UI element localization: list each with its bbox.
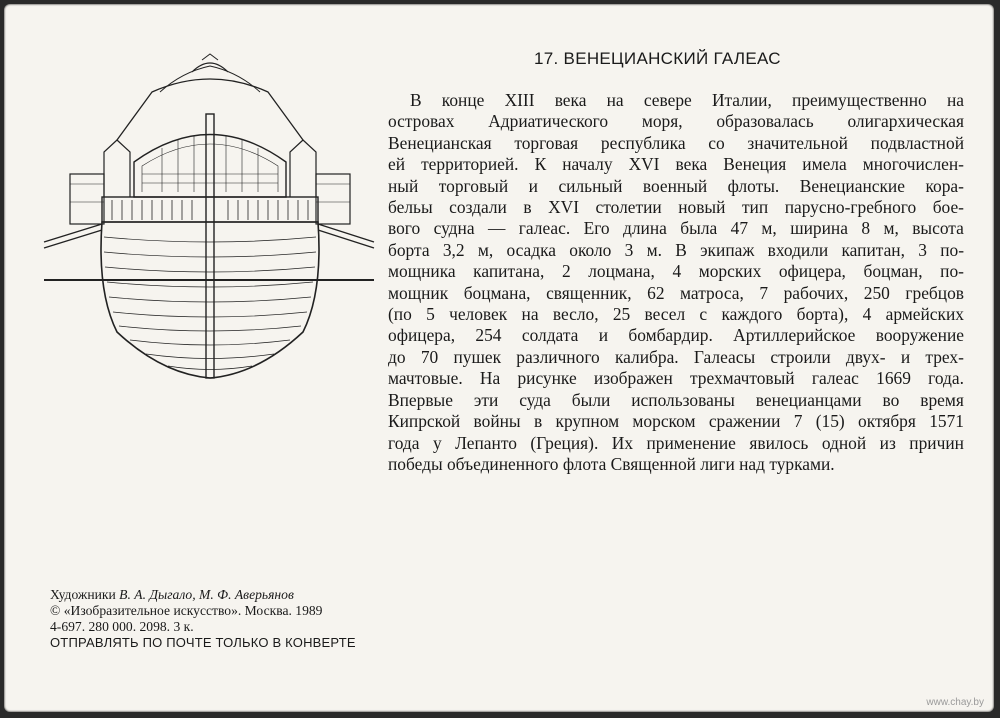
text-line: мощника капитана, 2 лоцмана, 4 морских офицера, боцман, по- [388, 261, 964, 282]
text-line: (по 5 человек на весло, 25 весел с каждого борта), 4 армейских [388, 304, 964, 325]
artists-credit [50, 587, 356, 603]
text-line: островах Адриатического моря, образовалась олигархическая [388, 111, 964, 132]
postcard-back [4, 4, 994, 712]
text-line: победы объединенного флота Священной лиги над турками. [388, 453, 835, 474]
text-line: мачтовые. На рисунке изображен трехмачтовый галеас 1669 года. [388, 368, 964, 389]
description-text [388, 90, 964, 475]
text-line: Венецианская торговая республика со значительной подвластной [388, 132, 964, 153]
text-line: бельы создали в XVI столетии новый тип парусно-гребного бое- [388, 197, 964, 218]
mail-notice: ОТПРАВЛЯТЬ ПО ПОЧТЕ ТОЛЬКО В КОНВЕРТЕ [50, 635, 356, 650]
text-line: Кипрской войны в крупном морском сражении 7 (15) октября 1571 [388, 411, 964, 432]
galleass-stern-drawing [42, 52, 376, 382]
watermark: www.chay.by [926, 697, 984, 708]
text-line: В конце XIII века на севере Италии, преимущественно на [410, 90, 964, 110]
card-title: 17. ВЕНЕЦИАНСКИЙ ГАЛЕАС [534, 49, 781, 68]
text-line: офицера, 254 солдата и бомбардир. Артиллерийское вооружение [388, 325, 964, 346]
text-line: до 70 пушек различного калибра. Галеасы строили двух- и трех- [388, 346, 964, 367]
text-line: мощник боцмана, священник, 62 матроса, 7 рабочих, 250 гребцов [388, 282, 964, 303]
text-line: года у Лепанто (Греция). Их применение явилось одной из причин [388, 432, 964, 453]
text-line: ный торговый и сильный военный флоты. Венецианские кора- [388, 175, 964, 196]
credits-block [50, 587, 356, 651]
text-line: вого судна — галеас. Его длина была 47 м, ширина 8 м, высота [388, 218, 964, 239]
print-code: 4-697. 280 000. 2098. 3 к. [50, 619, 194, 634]
text-line: Впервые эти суда были использованы венецианцами во время [388, 389, 964, 410]
publisher-line: © «Изобразительное искусство». Москва. 1989 [50, 603, 323, 618]
text-line: борта 3,2 м, осадка около 3 м. В экипаж входили капитан, 3 по- [388, 239, 964, 260]
artists-names: В. А. Дыгало, М. Ф. Аверьянов [119, 587, 294, 602]
text-line: ей территорией. К началу XVI века Венеция имела многочислен- [388, 154, 964, 175]
artists-label: Художники [50, 587, 116, 602]
